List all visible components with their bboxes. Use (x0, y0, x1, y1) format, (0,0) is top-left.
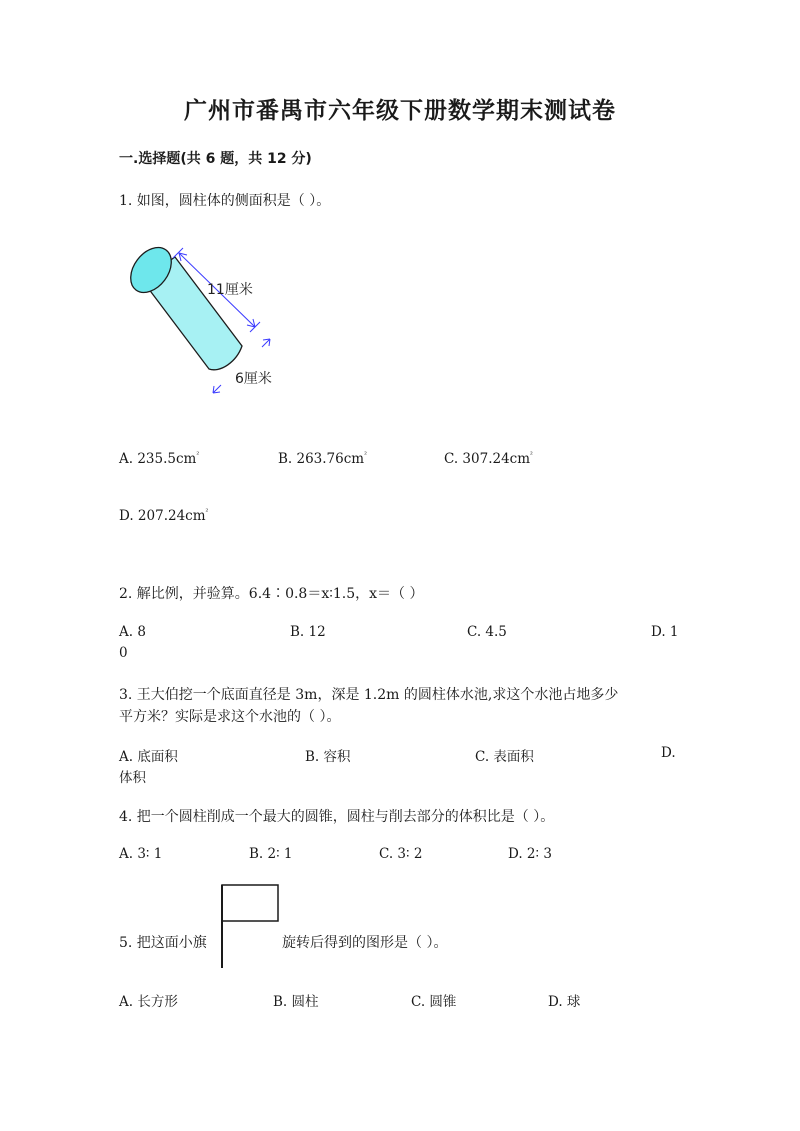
question-4-option-b: B. 2∶ 1 (249, 846, 293, 862)
question-5-stem-before: 5. 把这面小旗 (119, 935, 207, 951)
question-5-option-c: C. 圆锥 (411, 994, 457, 1010)
question-1-option-a: A. $235.5cm^{^2}$ (119, 451, 200, 467)
question-3-stem-line-1: 3. 王大伯挖一个底面直径是 3m，深是 1.2m 的圆柱体水池,求这个水池占地多少 (119, 687, 619, 703)
question-1-option-d: D. $207.24cm^{^2}$ (119, 508, 209, 524)
question-3-option-d-wrap: 体积 (119, 770, 146, 786)
question-5-stem-after: 旋转后得到的图形是（ ）。 (282, 935, 448, 951)
question-2-stem: 2. 解比例，并验算。6.4∶0.8＝x∶1.5，x＝（ ） (119, 586, 424, 602)
diameter-arrow-bottom (213, 385, 221, 393)
length-tick-start (173, 248, 183, 258)
question-4-option-c: C. 3∶ 2 (379, 846, 423, 862)
question-3-option-a: A. 底面积 (119, 749, 178, 765)
question-3-option-c: C. 表面积 (475, 749, 534, 765)
question-4-stem: 4. 把一个圆柱削成一个最大的圆锥，圆柱与削去部分的体积比是（ ）。 (119, 809, 555, 825)
diameter-label: 6厘米 (235, 371, 272, 387)
question-1-stem: 1. 如图，圆柱体的侧面积是（ ）。 (119, 193, 331, 209)
flag-figure (219, 884, 281, 970)
question-3-stem-line-2: 平方米？实际是求这个水池的（ ）。 (119, 709, 341, 725)
question-2-option-d: D. 1 (651, 624, 679, 640)
cylinder-figure (110, 240, 310, 410)
question-2-option-a: A. 8 (119, 624, 146, 640)
question-3-option-b: B. 容积 (305, 749, 351, 765)
question-2-option-d-wrap: 0 (119, 645, 128, 661)
question-5-option-b: B. 圆柱 (273, 994, 319, 1010)
question-2-option-c: C. 4.5 (467, 624, 507, 640)
question-4-option-d: D. 2∶ 3 (508, 846, 552, 862)
length-label: 11厘米 (207, 282, 253, 298)
section-heading: 一.选择题(共 6 题，共 12 分) (119, 151, 312, 167)
page-title: 广州市番禺市六年级下册数学期末测试卷 (184, 98, 616, 124)
diameter-arrow-top (262, 339, 270, 347)
question-5-option-d: D. 球 (548, 994, 581, 1010)
question-2-option-b: B. 12 (290, 624, 326, 640)
question-1-option-c: C. $307.24cm^{^2}$ (444, 451, 533, 467)
question-3-option-d: D. (661, 745, 676, 761)
flag-cloth (222, 885, 278, 921)
question-5-option-a: A. 长方形 (119, 994, 178, 1010)
question-4-option-a: A. 3∶ 1 (119, 846, 163, 862)
question-1-option-b: B. $263.76cm^{^2}$ (278, 451, 367, 467)
